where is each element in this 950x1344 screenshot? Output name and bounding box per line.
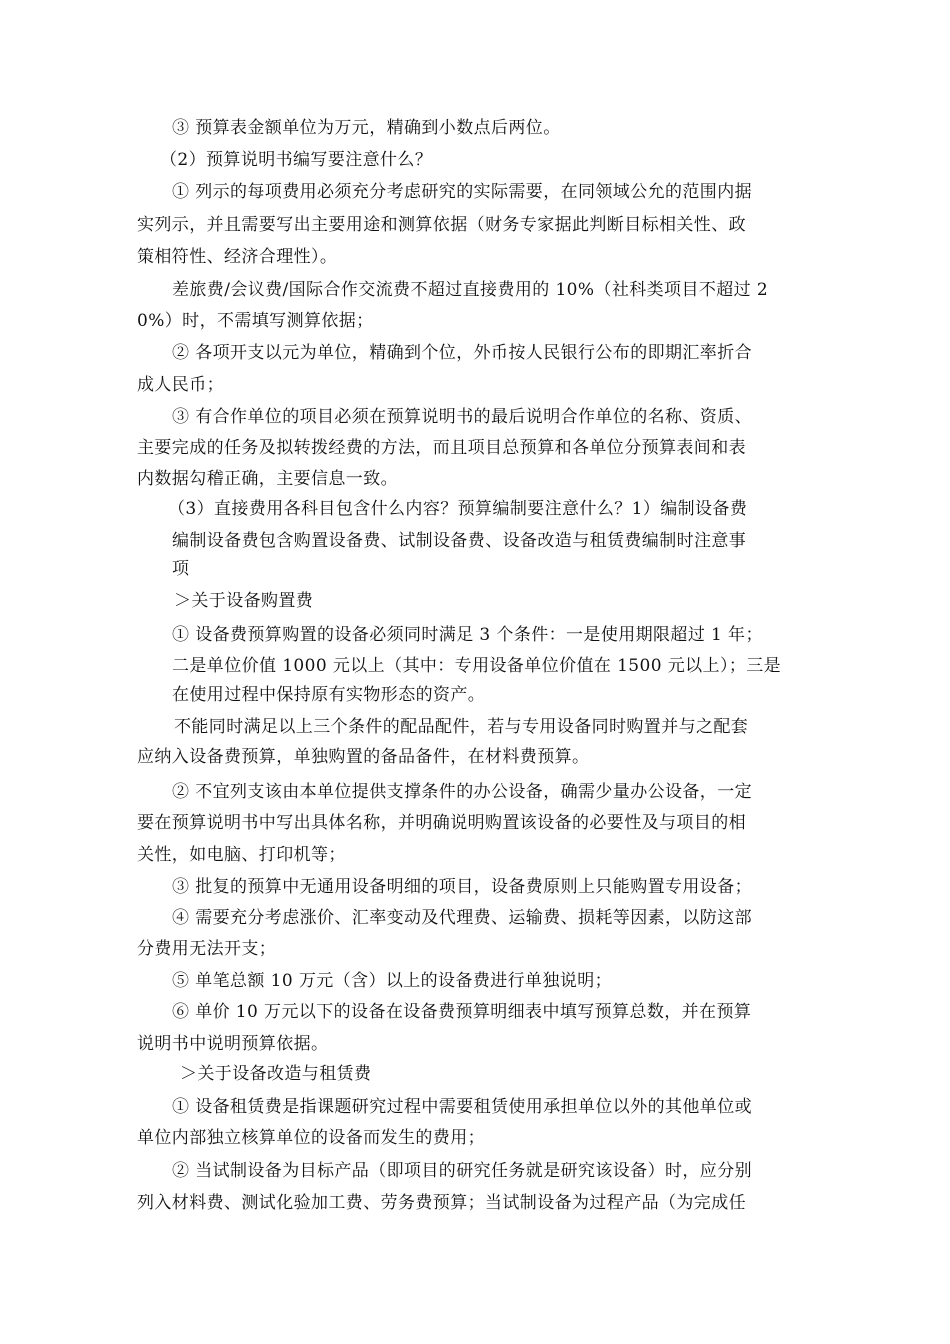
text-line: ⑥ 单价 10 万元以下的设备在设备费预算明细表中填写预算总数，并在预算 <box>172 1002 752 1022</box>
text-line: ⑤ 单笔总额 10 万元（含）以上的设备费进行单独说明； <box>172 971 613 991</box>
text-line: 实列示，并且需要写出主要用途和测算依据（财务专家据此判断目标相关性、政 <box>137 215 746 235</box>
subsection-heading: ＞关于设备改造与租赁费 <box>180 1064 372 1084</box>
subsection-heading: ＞关于设备购置费 <box>174 591 314 611</box>
text-line: 内数据勾稽正确，主要信息一致。 <box>137 469 398 489</box>
text-line: ① 列示的每项费用必须充分考虑研究的实际需要，在同领域公允的范围内据 <box>172 182 753 202</box>
text-line: ② 不宜列支该由本单位提供支撑条件的办公设备，确需少量办公设备，一定 <box>172 782 753 802</box>
text-line: 分费用无法开支； <box>137 939 277 959</box>
text-line: ③ 批复的预算中无通用设备明细的项目，设备费原则上只能购置专用设备； <box>172 877 753 897</box>
text-line: 策相符性、经济合理性）。 <box>137 247 338 267</box>
text-line: 成人民币； <box>137 375 224 395</box>
text-line: 差旅费/会议费/国际合作交流费不超过直接费用的 10%（社科类项目不超过 2 <box>172 280 769 300</box>
text-line: ① 设备租赁费是指课题研究过程中需要租赁使用承担单位以外的其他单位或 <box>172 1097 753 1117</box>
text-line: ③ 有合作单位的项目必须在预算说明书的最后说明合作单位的名称、资质、 <box>172 407 753 427</box>
text-line: ① 设备费预算购置的设备必须同时满足 3 个条件：一是使用期限超过 1 年； <box>172 625 763 645</box>
text-line: 关性，如电脑、打印机等； <box>137 845 346 865</box>
text-line: ② 各项开支以元为单位，精确到个位，外币按人民银行公布的即期汇率折合 <box>172 343 753 363</box>
text-line: 编制设备费包含购置设备费、试制设备费、设备改造与租赁费编制时注意事 <box>172 531 747 551</box>
text-line: 要在预算说明书中写出具体名称，并明确说明购置该设备的必要性及与项目的相 <box>137 813 746 833</box>
section-heading: （2）预算说明书编写要注意什么？ <box>160 150 433 170</box>
text-line: ② 当试制设备为目标产品（即项目的研究任务就是研究该设备）时，应分别 <box>172 1161 753 1181</box>
text-line: ④ 需要充分考虑涨价、汇率变动及代理费、运输费、损耗等因素，以防这部 <box>172 908 753 928</box>
text-line: 在使用过程中保持原有实物形态的资产。 <box>172 685 486 705</box>
text-line: 0%）时，不需填写测算依据； <box>137 311 374 331</box>
text-line: ③ 预算表金额单位为万元，精确到小数点后两位。 <box>172 118 561 138</box>
text-line: 说明书中说明预算依据。 <box>137 1034 329 1054</box>
section-heading: （3）直接费用各科目包含什么内容？预算编制要注意什么？1）编制设备费 <box>168 499 748 519</box>
text-line: 不能同时满足以上三个条件的配品配件，若与专用设备同时购置并与之配套 <box>174 717 749 737</box>
text-line: 项 <box>172 559 190 579</box>
text-line: 主要完成的任务及拟转拨经费的方法，而且项目总预算和各单位分预算表间和表 <box>137 438 746 458</box>
text-line: 列入材料费、测试化验加工费、劳务费预算；当试制设备为过程产品（为完成任 <box>137 1193 746 1213</box>
text-line: 二是单位价值 1000 元以上（其中：专用设备单位价值在 1500 元以上）；三是 <box>172 656 782 676</box>
text-line: 应纳入设备费预算，单独购置的备品备件，在材料费预算。 <box>137 747 590 767</box>
text-line: 单位内部独立核算单位的设备而发生的费用； <box>137 1128 485 1148</box>
